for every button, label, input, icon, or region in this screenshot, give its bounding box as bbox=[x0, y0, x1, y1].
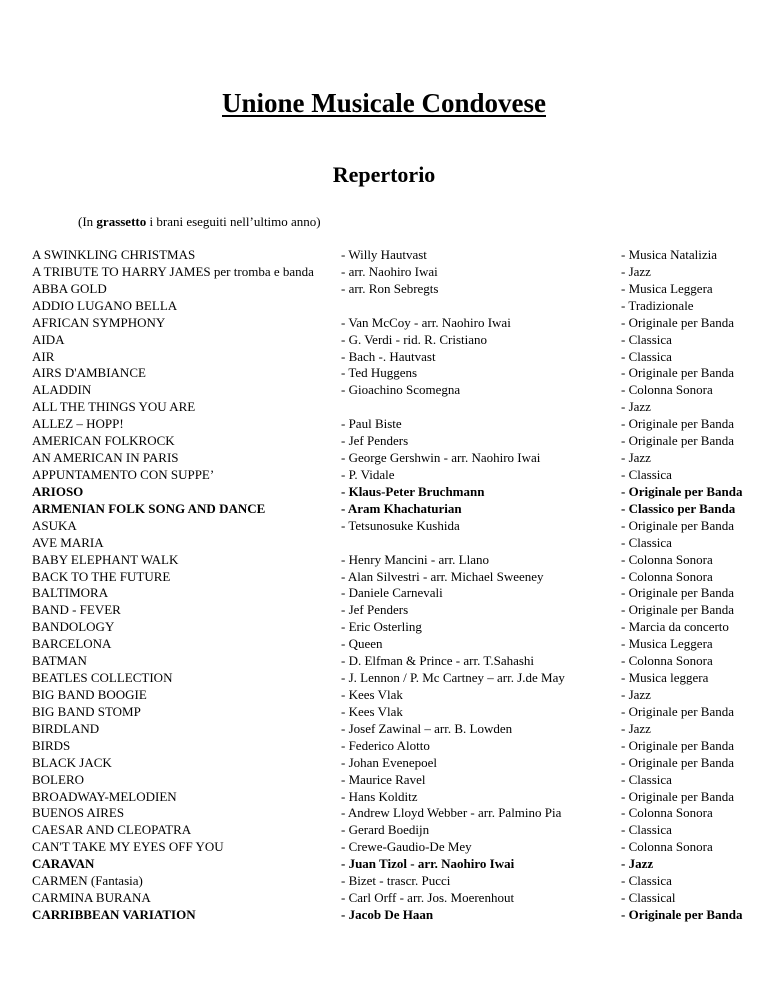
piece-author: - Federico Alotto bbox=[341, 737, 430, 753]
piece-genre: - Colonna Sonora bbox=[621, 551, 713, 567]
repertoire-row bbox=[32, 822, 768, 839]
repertoire-row bbox=[32, 467, 768, 484]
piece-genre: - Originale per Banda bbox=[621, 483, 743, 499]
piece-genre: - Colonna Sonora bbox=[621, 568, 713, 584]
piece-genre: - Musica Leggera bbox=[621, 636, 713, 652]
piece-title: AIDA bbox=[32, 331, 65, 347]
piece-title: BATMAN bbox=[32, 653, 87, 669]
piece-genre: - Classica bbox=[621, 331, 672, 347]
repertoire-row bbox=[32, 721, 768, 738]
repertoire-row bbox=[32, 636, 768, 653]
repertoire-row bbox=[32, 704, 768, 721]
piece-genre: - Musica leggera bbox=[621, 670, 709, 686]
repertoire-row bbox=[32, 298, 768, 315]
piece-genre: - Originale per Banda bbox=[621, 737, 734, 753]
piece-title: AN AMERICAN IN PARIS bbox=[32, 450, 179, 466]
piece-author: - Paul Biste bbox=[341, 416, 402, 432]
piece-genre: - Colonna Sonora bbox=[621, 805, 713, 821]
piece-title: A SWINKLING CHRISTMAS bbox=[32, 247, 196, 262]
piece-genre: - Originale per Banda bbox=[621, 585, 734, 601]
piece-author: - Kees Vlak bbox=[341, 686, 403, 702]
piece-genre: - Classical bbox=[621, 890, 676, 906]
piece-author: - Jacob De Haan bbox=[341, 906, 434, 922]
piece-author: - Aram Khachaturian bbox=[341, 500, 462, 516]
piece-genre: - Originale per Banda bbox=[621, 416, 734, 432]
piece-author: - Willy Hautvast bbox=[341, 247, 427, 262]
piece-genre: - Originale per Banda bbox=[621, 906, 743, 922]
piece-author: - P. Vidale bbox=[341, 466, 395, 482]
repertoire-row bbox=[32, 399, 768, 416]
piece-genre: - Jazz bbox=[621, 686, 651, 702]
piece-author: - Daniele Carnevali bbox=[341, 585, 443, 601]
piece-author: - arr. Ron Sebregts bbox=[341, 280, 439, 296]
piece-title: CARMEN (Fantasia) bbox=[32, 873, 143, 889]
piece-genre: - Musica Natalizia bbox=[621, 247, 718, 262]
repertoire-row bbox=[32, 433, 768, 450]
piece-title: BIRDLAND bbox=[32, 720, 100, 736]
piece-author: - George Gershwin - arr. Naohiro Iwai bbox=[341, 450, 541, 466]
piece-author: - Eric Osterling bbox=[341, 619, 422, 635]
piece-author: - Gerard Boedijn bbox=[341, 822, 430, 838]
repertoire-row bbox=[32, 349, 768, 366]
piece-genre: - Jazz bbox=[621, 856, 654, 872]
piece-title: CARMINA BURANA bbox=[32, 890, 151, 906]
piece-author: - Henry Mancini - arr. Llano bbox=[341, 551, 490, 567]
repertoire-row bbox=[32, 738, 768, 755]
repertoire-row bbox=[32, 416, 768, 433]
repertoire-row bbox=[32, 569, 768, 586]
repertoire-row bbox=[32, 805, 768, 822]
piece-genre: - Classica bbox=[621, 771, 672, 787]
piece-genre: - Marcia da concerto bbox=[621, 619, 729, 635]
repertoire-row bbox=[32, 552, 768, 569]
piece-title: CAN'T TAKE MY EYES OFF YOU bbox=[32, 839, 224, 855]
piece-author: - Queen bbox=[341, 636, 383, 652]
piece-author: - arr. Naohiro Iwai bbox=[341, 263, 438, 279]
piece-author: - Jef Penders bbox=[341, 602, 409, 618]
piece-title: AVE MARIA bbox=[32, 534, 104, 550]
piece-title: BACK TO THE FUTURE bbox=[32, 568, 171, 584]
piece-title: CARAVAN bbox=[32, 856, 95, 872]
piece-author: - Gioachino Scomegna bbox=[341, 382, 461, 398]
piece-author: - Hans Kolditz bbox=[341, 788, 418, 804]
repertoire-row bbox=[32, 315, 768, 332]
piece-title: BABY ELEPHANT WALK bbox=[32, 551, 179, 567]
piece-author: - Tetsunosuke Kushida bbox=[341, 517, 460, 533]
repertoire-row bbox=[32, 873, 768, 890]
piece-genre: - Classica bbox=[621, 873, 672, 889]
repertoire-row bbox=[32, 890, 768, 907]
piece-genre: - Classica bbox=[621, 348, 672, 364]
repertoire-row bbox=[32, 772, 768, 789]
piece-author: - Klaus-Peter Bruchmann bbox=[341, 483, 485, 499]
repertoire-row bbox=[32, 670, 768, 687]
piece-title: BOLERO bbox=[32, 771, 84, 787]
repertoire-row bbox=[32, 602, 768, 619]
piece-title: ASUKA bbox=[32, 517, 77, 533]
piece-genre: - Classica bbox=[621, 822, 672, 838]
piece-genre: - Classico per Banda bbox=[621, 500, 736, 516]
repertoire-list bbox=[32, 247, 768, 924]
repertoire-row bbox=[32, 501, 768, 518]
piece-genre: - Originale per Banda bbox=[621, 788, 734, 804]
piece-author: - Van McCoy - arr. Naohiro Iwai bbox=[341, 314, 511, 330]
piece-title: BARCELONA bbox=[32, 636, 112, 652]
repertoire-row bbox=[32, 687, 768, 704]
piece-title: AFRICAN SYMPHONY bbox=[32, 314, 166, 330]
piece-title: BIG BAND BOOGIE bbox=[32, 686, 147, 702]
piece-title: BIG BAND STOMP bbox=[32, 703, 141, 719]
piece-author: - D. Elfman & Prince - arr. T.Sahashi bbox=[341, 653, 535, 669]
piece-title: A TRIBUTE TO HARRY JAMES per tromba e banda bbox=[32, 263, 314, 279]
piece-genre: - Colonna Sonora bbox=[621, 382, 713, 398]
legend-note-bold: grassetto bbox=[96, 214, 147, 229]
piece-genre: - Colonna Sonora bbox=[621, 839, 713, 855]
piece-genre: - Jazz bbox=[621, 720, 651, 736]
piece-title: AMERICAN FOLKROCK bbox=[32, 433, 175, 449]
piece-author: - Josef Zawinal – arr. B. Lowden bbox=[341, 720, 513, 736]
repertoire-row bbox=[32, 365, 768, 382]
piece-author: - Juan Tizol - arr. Naohiro Iwai bbox=[341, 856, 515, 872]
piece-title: ARMENIAN FOLK SONG AND DANCE bbox=[32, 500, 266, 516]
repertoire-row bbox=[32, 264, 768, 281]
piece-genre: - Musica Leggera bbox=[621, 280, 713, 296]
piece-title: BANDOLOGY bbox=[32, 619, 115, 635]
piece-author: - Maurice Ravel bbox=[341, 771, 426, 787]
piece-author: - Ted Huggens bbox=[341, 365, 418, 381]
piece-genre: - Classica bbox=[621, 466, 672, 482]
piece-title: ADDIO LUGANO BELLA bbox=[32, 297, 178, 313]
piece-title: ABBA GOLD bbox=[32, 280, 107, 296]
piece-genre: - Colonna Sonora bbox=[621, 653, 713, 669]
piece-title: ALLEZ – HOPP! bbox=[32, 416, 124, 432]
piece-title: AIRS D'AMBIANCE bbox=[32, 365, 146, 381]
legend-note bbox=[78, 214, 321, 230]
piece-title: BUENOS AIRES bbox=[32, 805, 125, 821]
piece-author: - Kees Vlak bbox=[341, 703, 403, 719]
piece-author: - Alan Silvestri - arr. Michael Sweeney bbox=[341, 568, 544, 584]
piece-title: CARRIBBEAN VARIATION bbox=[32, 906, 196, 922]
piece-author: - Jef Penders bbox=[341, 433, 409, 449]
repertoire-row bbox=[32, 484, 768, 501]
piece-author: - J. Lennon / P. Mc Cartney – arr. J.de May bbox=[341, 670, 565, 686]
piece-title: ALL THE THINGS YOU ARE bbox=[32, 399, 196, 415]
repertoire-row bbox=[32, 856, 768, 873]
repertoire-row bbox=[32, 653, 768, 670]
piece-title: BEATLES COLLECTION bbox=[32, 670, 173, 686]
repertoire-row bbox=[32, 518, 768, 535]
repertoire-row bbox=[32, 281, 768, 298]
piece-title: BALTIMORA bbox=[32, 585, 109, 601]
repertoire-row bbox=[32, 907, 768, 924]
piece-genre: - Originale per Banda bbox=[621, 517, 734, 533]
piece-genre: - Originale per Banda bbox=[621, 365, 734, 381]
repertoire-row bbox=[32, 789, 768, 806]
piece-genre: - Jazz bbox=[621, 263, 651, 279]
piece-genre: - Classica bbox=[621, 534, 672, 550]
piece-title: BROADWAY-MELODIEN bbox=[32, 788, 177, 804]
piece-author: - Johan Evenepoel bbox=[341, 754, 438, 770]
piece-genre: - Originale per Banda bbox=[621, 703, 734, 719]
repertoire-row bbox=[32, 839, 768, 856]
piece-title: CAESAR AND CLEOPATRA bbox=[32, 822, 192, 838]
piece-author: - Crewe-Gaudio-De Mey bbox=[341, 839, 472, 855]
piece-genre: - Originale per Banda bbox=[621, 314, 734, 330]
piece-genre: - Jazz bbox=[621, 450, 651, 466]
piece-title: AIR bbox=[32, 348, 55, 364]
repertoire-row bbox=[32, 332, 768, 349]
repertoire-row bbox=[32, 585, 768, 602]
repertoire-row bbox=[32, 247, 768, 264]
piece-author: - Bach -. Hautvast bbox=[341, 348, 436, 364]
legend-note-suffix: i brani eseguiti nell’ultimo anno) bbox=[146, 214, 321, 229]
repertoire-row bbox=[32, 755, 768, 772]
piece-genre: - Originale per Banda bbox=[621, 754, 734, 770]
piece-author: - Carl Orff - arr. Jos. Moerenhout bbox=[341, 890, 515, 906]
repertoire-row bbox=[32, 535, 768, 552]
repertoire-row bbox=[32, 450, 768, 467]
piece-title: BIRDS bbox=[32, 737, 71, 753]
document-title: Unione Musicale Condovese bbox=[222, 88, 546, 118]
piece-genre: - Jazz bbox=[621, 399, 651, 415]
piece-genre: - Tradizionale bbox=[621, 297, 694, 313]
piece-author: - Bizet - trascr. Pucci bbox=[341, 873, 451, 889]
piece-author: - G. Verdi - rid. R. Cristiano bbox=[341, 331, 487, 347]
piece-title: ALADDIN bbox=[32, 382, 92, 398]
piece-title: BAND - FEVER bbox=[32, 602, 121, 618]
repertoire-row bbox=[32, 382, 768, 399]
piece-title: BLACK JACK bbox=[32, 754, 112, 770]
repertoire-row bbox=[32, 619, 768, 636]
piece-genre: - Originale per Banda bbox=[621, 433, 734, 449]
piece-genre: - Originale per Banda bbox=[621, 602, 734, 618]
document-subtitle: Repertorio bbox=[332, 162, 436, 187]
legend-note-prefix: (In bbox=[78, 214, 97, 229]
piece-author: - Andrew Lloyd Webber - arr. Palmino Pia bbox=[341, 805, 562, 821]
piece-title: ARIOSO bbox=[32, 483, 84, 499]
piece-title: APPUNTAMENTO CON SUPPE’ bbox=[32, 466, 215, 482]
